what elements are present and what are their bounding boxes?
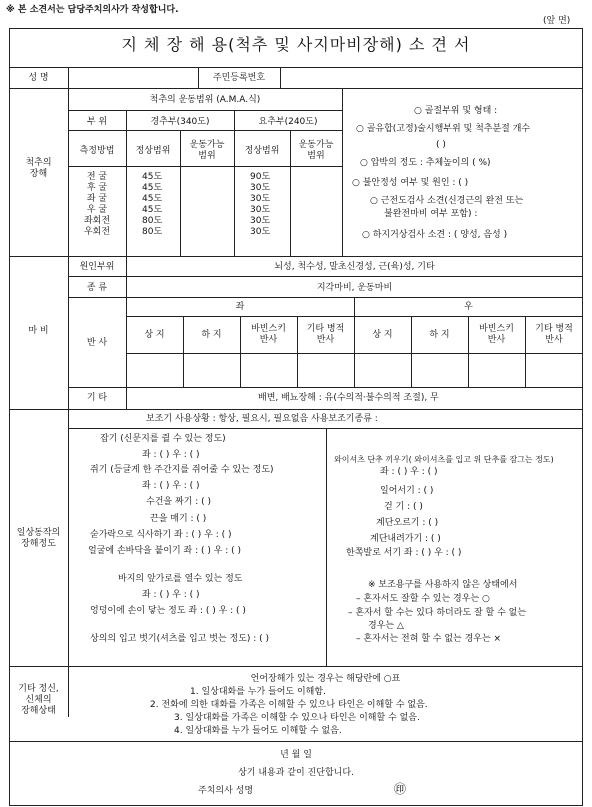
neck-label: 경추부(340도) xyxy=(150,117,210,127)
doctor-label: 주치의사 성명 xyxy=(198,786,254,796)
method-item: 우 굴 xyxy=(86,205,108,215)
rrn-label: 주민등록번호 xyxy=(212,73,266,83)
diagnosis-date[interactable]: 년 월 일 xyxy=(280,750,312,760)
cause-options[interactable]: 뇌성, 척수성, 말초신경성, 근(육)성, 기타 xyxy=(274,262,435,272)
daily-item[interactable]: 계단오르기 : ( ) xyxy=(376,518,439,528)
spine-note: ( ) xyxy=(436,140,446,150)
speech-option[interactable]: 1. 일상대화를 누가 들어도 이해함. xyxy=(190,687,326,697)
daily-item[interactable]: 좌 : ( ) 우 : ( ) xyxy=(142,450,200,460)
daily-section-label: 일상동작의 장해정도 xyxy=(16,528,61,549)
method-label: 측정방법 xyxy=(79,146,115,156)
daily-item[interactable]: 엉덩이에 손이 닿는 정도 좌 : ( ) 우 : ( ) xyxy=(90,606,246,616)
reflex-result-fields[interactable] xyxy=(127,354,583,387)
form-title: 지 체 장 해 용(척추 및 사지마비장해) 소 견 서 xyxy=(121,35,471,54)
method-item: 우회전 xyxy=(83,227,111,237)
daily-item[interactable]: 끈을 매기 : ( ) xyxy=(150,514,207,524)
lumbar-normal-value: 30도 xyxy=(250,194,271,204)
speech-intro: 언어장해가 있는 경우는 해당란에 ○표 xyxy=(250,674,401,684)
neck-normal-value: 45도 xyxy=(142,205,163,215)
left-side-header: 좌 xyxy=(235,302,245,312)
aid-usage-line[interactable]: 보조기 사용상황 : 항상, 필요시, 필요없음 사용보조기종류 : xyxy=(146,414,378,424)
legend-line: – 혼자서는 전혀 할 수 없는 경우는 × xyxy=(356,634,502,644)
type-label: 종 류 xyxy=(86,283,108,293)
daily-item[interactable]: 수건을 짜기 : ( ) xyxy=(146,497,211,507)
neck-normal-value: 80도 xyxy=(142,227,163,237)
daily-item[interactable]: 좌 : ( ) 우 : ( ) xyxy=(142,481,200,491)
reflex-babinski-right: 바빈스키 반사 xyxy=(479,324,514,345)
spine-note: ○ 골절부위 및 형태 : xyxy=(414,106,498,116)
reflex-upper-right: 상 지 xyxy=(372,330,393,340)
lumbar-normal-value: 30도 xyxy=(250,183,271,193)
daily-item[interactable]: 일어서기 : ( ) xyxy=(380,486,434,496)
daily-item: 쥐기 (등글게 한 주간지를 쥐어줄 수 있는 정도) xyxy=(90,465,274,475)
legend-line: – 혼자서 할 수는 있다 하더라도 잘 할 수 없는 xyxy=(348,608,527,618)
speech-option[interactable]: 3. 일상대화를 가족은 이해할 수 있으나 타인은 이해할 수 없음. xyxy=(174,713,420,723)
spine-note: ○ 불안정성 여부 및 원인 : ( ) xyxy=(352,178,469,188)
other-label: 기 타 xyxy=(86,393,108,403)
reflex-label: 반 사 xyxy=(86,338,108,348)
legend-line: 경우는 △ xyxy=(368,621,404,631)
spine-note: 불완전마비 여부 포함) : xyxy=(384,209,478,219)
name-field[interactable] xyxy=(68,67,198,89)
speech-section-label: 기타 정신, 신체의 장해상태 xyxy=(18,684,59,716)
spine-note: ○ 근전도검사 소견(신경근의 완전 또는 xyxy=(370,196,524,206)
reflex-other-right: 기타 병적 반사 xyxy=(535,324,573,345)
daily-item[interactable]: 한쪽발로 서기 좌 : ( ) 우 : ( ) xyxy=(346,548,462,558)
cause-label: 원인부위 xyxy=(79,262,115,272)
lumbar-label: 요추부(240도) xyxy=(258,117,318,127)
daily-item: 잡기 (신문지를 쥘 수 있는 정도) xyxy=(100,434,226,444)
daily-item[interactable]: 숟가락으로 식사하기 좌 : ( ) 우 : ( ) xyxy=(90,530,232,540)
lumbar-normal-value: 30도 xyxy=(250,227,271,237)
spine-note: ○ 하지거상검사 소견 : ( 양성, 음성 ) xyxy=(362,230,508,240)
part-label: 부 위 xyxy=(86,117,108,127)
daily-item[interactable]: 좌 : ( ) 우 : ( ) xyxy=(380,467,438,477)
reflex-other-left: 기타 병적 반사 xyxy=(306,324,345,345)
method-item: 전 굴 xyxy=(86,172,108,182)
method-item: 좌 굴 xyxy=(86,194,108,204)
spine-note: ○ 골유합(고정)술시행부위 및 척추분절 개수 xyxy=(356,124,531,134)
reflex-babinski-left: 바빈스키 반사 xyxy=(251,324,286,345)
rrn-field[interactable] xyxy=(281,67,583,89)
speech-option[interactable]: 2. 전화에 의한 대화를 가족은 이해할 수 있으나 타인은 이해할 수 없음. xyxy=(150,700,428,710)
neck-normal-value: 80도 xyxy=(142,216,163,226)
legend-line: – 혼자서도 잘할 수 있는 경우는 ○ xyxy=(356,594,490,604)
daily-item[interactable]: 계단내려가기 : ( ) xyxy=(370,534,441,544)
neck-normal-value: 45도 xyxy=(142,172,163,182)
daily-item[interactable]: 걷 기 : ( ) xyxy=(384,502,423,512)
neck-normal-value: 45도 xyxy=(142,183,163,193)
neck-normal-header: 정상범위 xyxy=(135,146,171,156)
seal-mark-icon[interactable]: ㊞ xyxy=(394,782,407,796)
method-item: 좌회전 xyxy=(83,216,111,226)
paralysis-section-label: 마 비 xyxy=(28,326,49,336)
lumbar-normal-value: 90도 xyxy=(250,172,271,182)
neck-normal-value: 45도 xyxy=(142,194,163,204)
daily-item[interactable]: 상의의 입고 벗기(셔츠를 입고 벗는 정도) : ( ) xyxy=(90,634,270,644)
spine-note: ○ 압박의 정도 : 추체높이의 ( %) xyxy=(360,158,491,168)
type-options[interactable]: 지각마비, 운동마비 xyxy=(316,283,393,293)
header-note: ※ 본 소견서는 담당주치의사가 작성합니다. xyxy=(6,5,179,15)
lumbar-normal-value: 30도 xyxy=(250,216,271,226)
reflex-upper-left: 상 지 xyxy=(144,330,165,340)
neck-possible-range-field[interactable] xyxy=(181,167,234,256)
ama-label: 척추의 운동범위 (A.M.A.식) xyxy=(149,95,261,105)
lumbar-normal-header: 정상범위 xyxy=(244,146,280,156)
diagnosis-statement: 상기 내용과 같이 진단합니다. xyxy=(238,768,354,778)
legend-line: ※ 보조용구를 사용하지 않은 상태에서 xyxy=(368,580,518,590)
spine-section-label: 척추의 장해 xyxy=(25,158,52,179)
speech-option[interactable]: 4. 일상대화를 누가 들어도 이해할 수 없음. xyxy=(174,726,342,736)
method-item: 후 굴 xyxy=(86,183,108,193)
right-side-header: 우 xyxy=(464,302,473,312)
lumbar-possible-header: 운동가능 범위 xyxy=(298,140,334,161)
name-label: 성 명 xyxy=(28,73,49,83)
daily-item[interactable]: 좌 : ( ) 우 : ( ) xyxy=(142,590,200,600)
daily-item[interactable]: 얼굴에 손바닥을 붙이기 좌 : ( ) 우 : ( ) xyxy=(88,546,242,556)
daily-item: 와이셔츠 단추 끼우기( 와이셔츠를 입고 위 단추를 잠그는 정도) xyxy=(334,455,554,464)
reflex-lower-left: 하 지 xyxy=(201,330,222,340)
daily-item: 바지의 앞가로를 열수 있는 정도 xyxy=(118,574,243,584)
reflex-lower-right: 하 지 xyxy=(429,330,450,340)
bowel-bladder-options[interactable]: 배변, 배뇨장해 : 유(수의적·불수의적 조절), 무 xyxy=(258,393,439,403)
lumbar-possible-range-field[interactable] xyxy=(291,167,342,256)
page-side-label: (앞 면) xyxy=(543,16,571,26)
lumbar-normal-value: 30도 xyxy=(250,205,271,215)
neck-possible-header: 운동가능 범위 xyxy=(189,140,225,161)
